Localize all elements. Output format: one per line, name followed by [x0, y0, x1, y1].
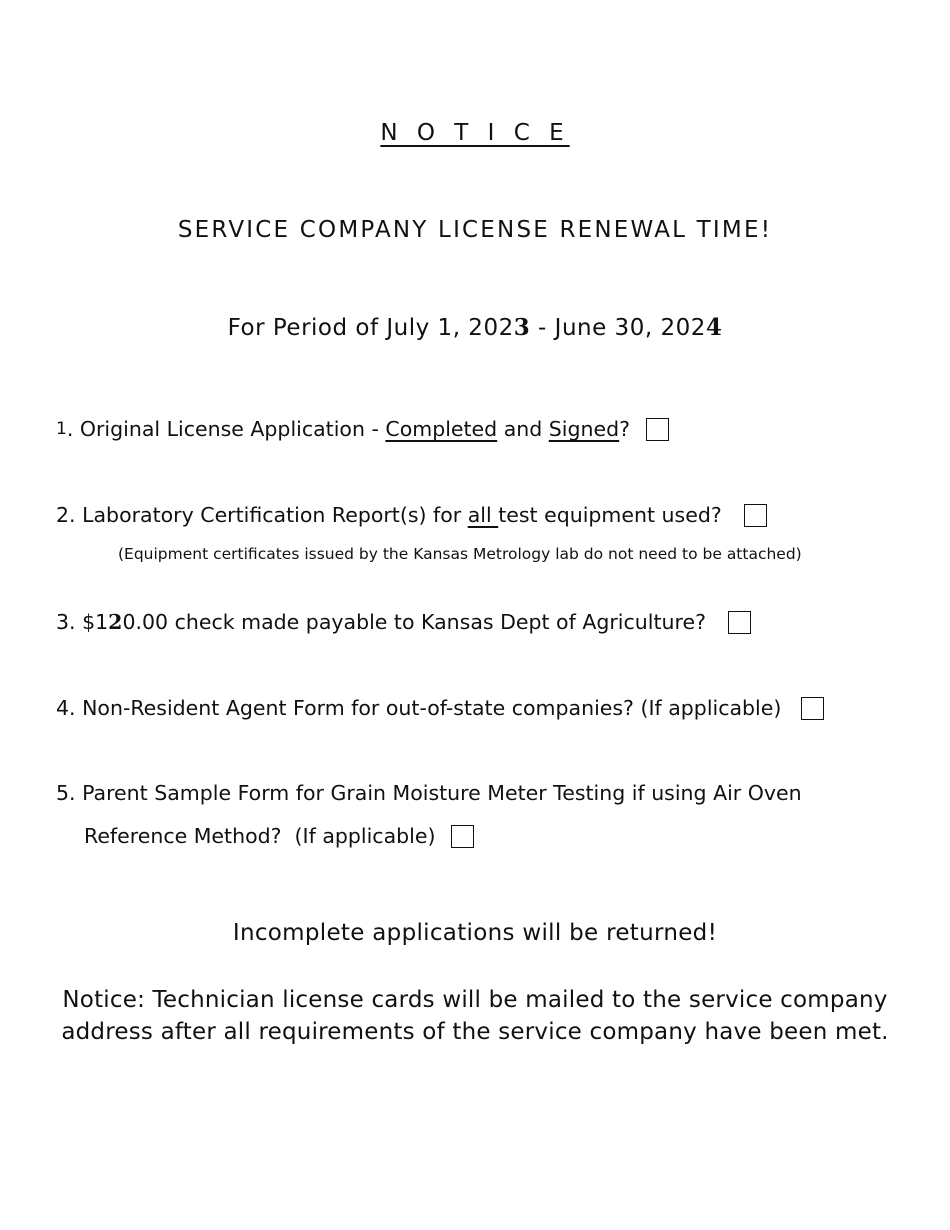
- item-2-text: 2. Laboratory Certification Report(s) for: [56, 503, 468, 527]
- checklist-item-4: [56, 696, 824, 720]
- item-1-end: ?: [619, 417, 631, 441]
- renewal-subtitle: SERVICE COMPANY LICENSE RENEWAL TIME!: [177, 217, 773, 243]
- item-1-signed: Signed: [548, 417, 620, 441]
- technician-notice-line-2: address after all requirements of the service company have been met.: [61, 1019, 889, 1045]
- incomplete-warning: Incomplete applications will be returned!: [232, 920, 718, 946]
- checklist-item-1: [56, 417, 669, 441]
- period-prefix: For Period of July 1, 202: [227, 315, 514, 341]
- item-4-checkbox[interactable]: [801, 697, 824, 720]
- item-2-all: all: [467, 503, 499, 527]
- item-1-checkbox[interactable]: [646, 418, 669, 441]
- checklist-item-3: [56, 610, 751, 634]
- item-2-checkbox[interactable]: [744, 504, 767, 527]
- item-3-checkbox[interactable]: [728, 611, 751, 634]
- technician-notice-line-1: Notice: Technician license cards will be mailed to the service company: [62, 987, 888, 1013]
- item-1-text: . Original License Application -: [66, 417, 386, 441]
- notice-title-text: N O T I C E: [380, 120, 570, 146]
- notice-title: [0, 120, 950, 146]
- item-5-checkbox[interactable]: [451, 825, 474, 848]
- technician-notice: [0, 984, 950, 1048]
- period-start-digit: 3: [513, 314, 531, 341]
- checklist-item-5: [56, 781, 802, 805]
- item-2-text-b: test equipment used?: [498, 503, 722, 527]
- item-1-completed: Completed: [385, 417, 498, 441]
- period-end-digit: 4: [705, 314, 723, 341]
- checklist-item-5-continued: [84, 824, 474, 848]
- period-middle: - June 30, 202: [530, 315, 706, 341]
- item-3-bold-digit: 2: [108, 610, 123, 634]
- item-3-text-b: 0.00 check made payable to Kansas Dept of Agriculture?: [122, 610, 706, 634]
- item-5-line-1: 5. Parent Sample Form for Grain Moisture Meter Testing if using Air Oven: [56, 781, 802, 805]
- item-4-text: 4. Non-Resident Agent Form for out-of-state companies? (If applicable): [56, 696, 782, 720]
- checklist-item-2: [56, 503, 767, 527]
- license-period: [0, 314, 950, 341]
- item-1-and: and: [497, 417, 549, 441]
- item-3-text-a: 3. $1: [56, 610, 109, 634]
- item-2-note: (Equipment certificates issued by the Kansas Metrology lab do not need to be attached): [118, 545, 802, 563]
- item-1-number: 1: [56, 419, 67, 439]
- item-5-line-2: Reference Method? (If applicable): [84, 824, 436, 848]
